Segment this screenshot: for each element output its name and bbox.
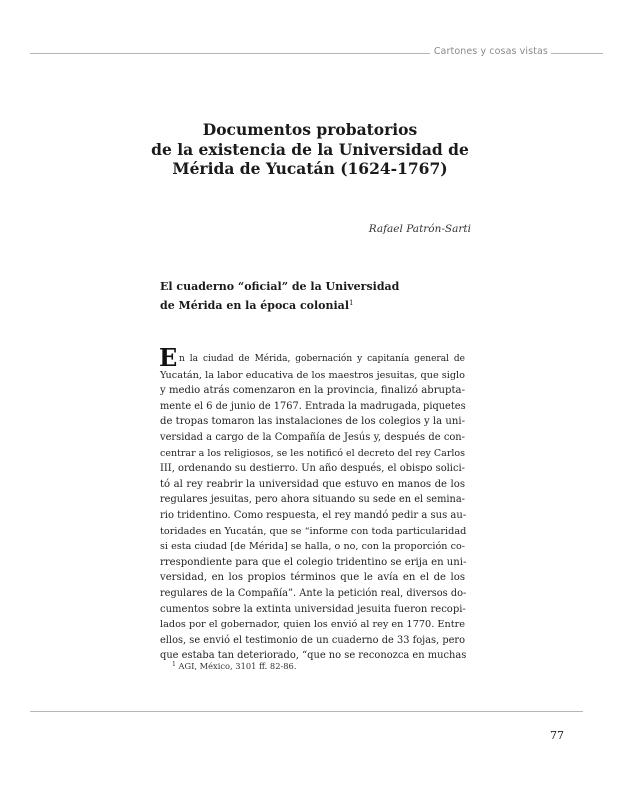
body-line: si esta ciudad [de Mérida] se halla, o no, con la proporción co- bbox=[160, 541, 465, 553]
body-line: regulares jesuitas, pero ahora situando su sede en el semina- bbox=[160, 494, 465, 506]
body-line: que estaba tan deteriorado, “que no se reconozca en muchas bbox=[160, 650, 467, 662]
footer-rule bbox=[30, 711, 583, 712]
body-line: rrespondiente para que el colegio tridentino se erija en uni- bbox=[160, 556, 467, 568]
body-paragraph bbox=[159, 343, 467, 664]
title-line: Mérida de Yucatán (1624-1767) bbox=[172, 159, 448, 178]
header-rule-right bbox=[551, 53, 603, 54]
body-line: centrar a los religiosos, se les notificó el decreto del rey Carlos bbox=[160, 447, 465, 459]
body-line: toridades en Yucatán, que se “informe con toda particularidad bbox=[160, 525, 467, 537]
body-line: lados por el gobernador, quien los envió al rey en 1770. Entre bbox=[160, 619, 465, 631]
header-rule-left bbox=[30, 53, 430, 54]
footnote bbox=[172, 661, 296, 671]
body-line: versidad a cargo de la Compañía de Jesús y, después de con- bbox=[160, 431, 465, 443]
body-line: rio tridentino. Como respuesta, el rey mandó pedir a sus au- bbox=[160, 509, 467, 521]
article-title bbox=[150, 120, 470, 179]
section-heading-line-2 bbox=[160, 295, 399, 314]
body-line: regulares de la Compañía”. Ante la petición real, diversos do- bbox=[160, 587, 467, 599]
body-line: Yucatán, la labor educativa de los maestros jesuitas, que siglo bbox=[160, 369, 465, 381]
page-number: 77 bbox=[550, 729, 564, 742]
footnote-text: AGI, México, 3101 ff. 82-86. bbox=[178, 661, 297, 671]
footnote-reference[interactable]: 1 bbox=[349, 299, 354, 307]
title-line: de la existencia de la Universidad de bbox=[151, 139, 469, 159]
running-header bbox=[0, 43, 628, 63]
body-line: cumentos sobre la extinta universidad jesuita fueron recopi- bbox=[160, 603, 466, 615]
body-line: de tropas tomaron las instalaciones de los colegios y la uni- bbox=[160, 416, 465, 428]
footnote-number: 1 bbox=[172, 661, 176, 668]
body-line: n la ciudad de Mérida, gobernación y capitanía general de bbox=[179, 354, 465, 364]
section-heading bbox=[160, 279, 399, 314]
title-line: Documentos probatorios bbox=[202, 120, 418, 139]
body-line: tó al rey reabrir la universidad que estuvo en manos de los bbox=[160, 478, 465, 490]
body-line: III, ordenando su destierro. Un año después, el obispo solici- bbox=[160, 463, 465, 475]
author-name: Rafael Patrón-Sarti bbox=[368, 223, 471, 235]
section-heading-line: de Mérida en la época colonial bbox=[160, 299, 349, 312]
body-line: ellos, se envió el testimonio de un cuaderno de 33 fojas, pero bbox=[160, 634, 465, 646]
running-title: Cartones y cosas vistas bbox=[433, 46, 548, 57]
body-line: mente el 6 de junio de 1767. Entrada la madrugada, piquetes bbox=[160, 400, 466, 412]
drop-cap: E bbox=[159, 343, 178, 372]
body-line: versidad, en los propios términos que le avía en el de los bbox=[160, 572, 465, 584]
body-line: y medio atrás comenzaron en la provincia, finalizó abrupta- bbox=[160, 385, 465, 397]
section-heading-line: El cuaderno “oficial” de la Universidad bbox=[160, 280, 400, 293]
